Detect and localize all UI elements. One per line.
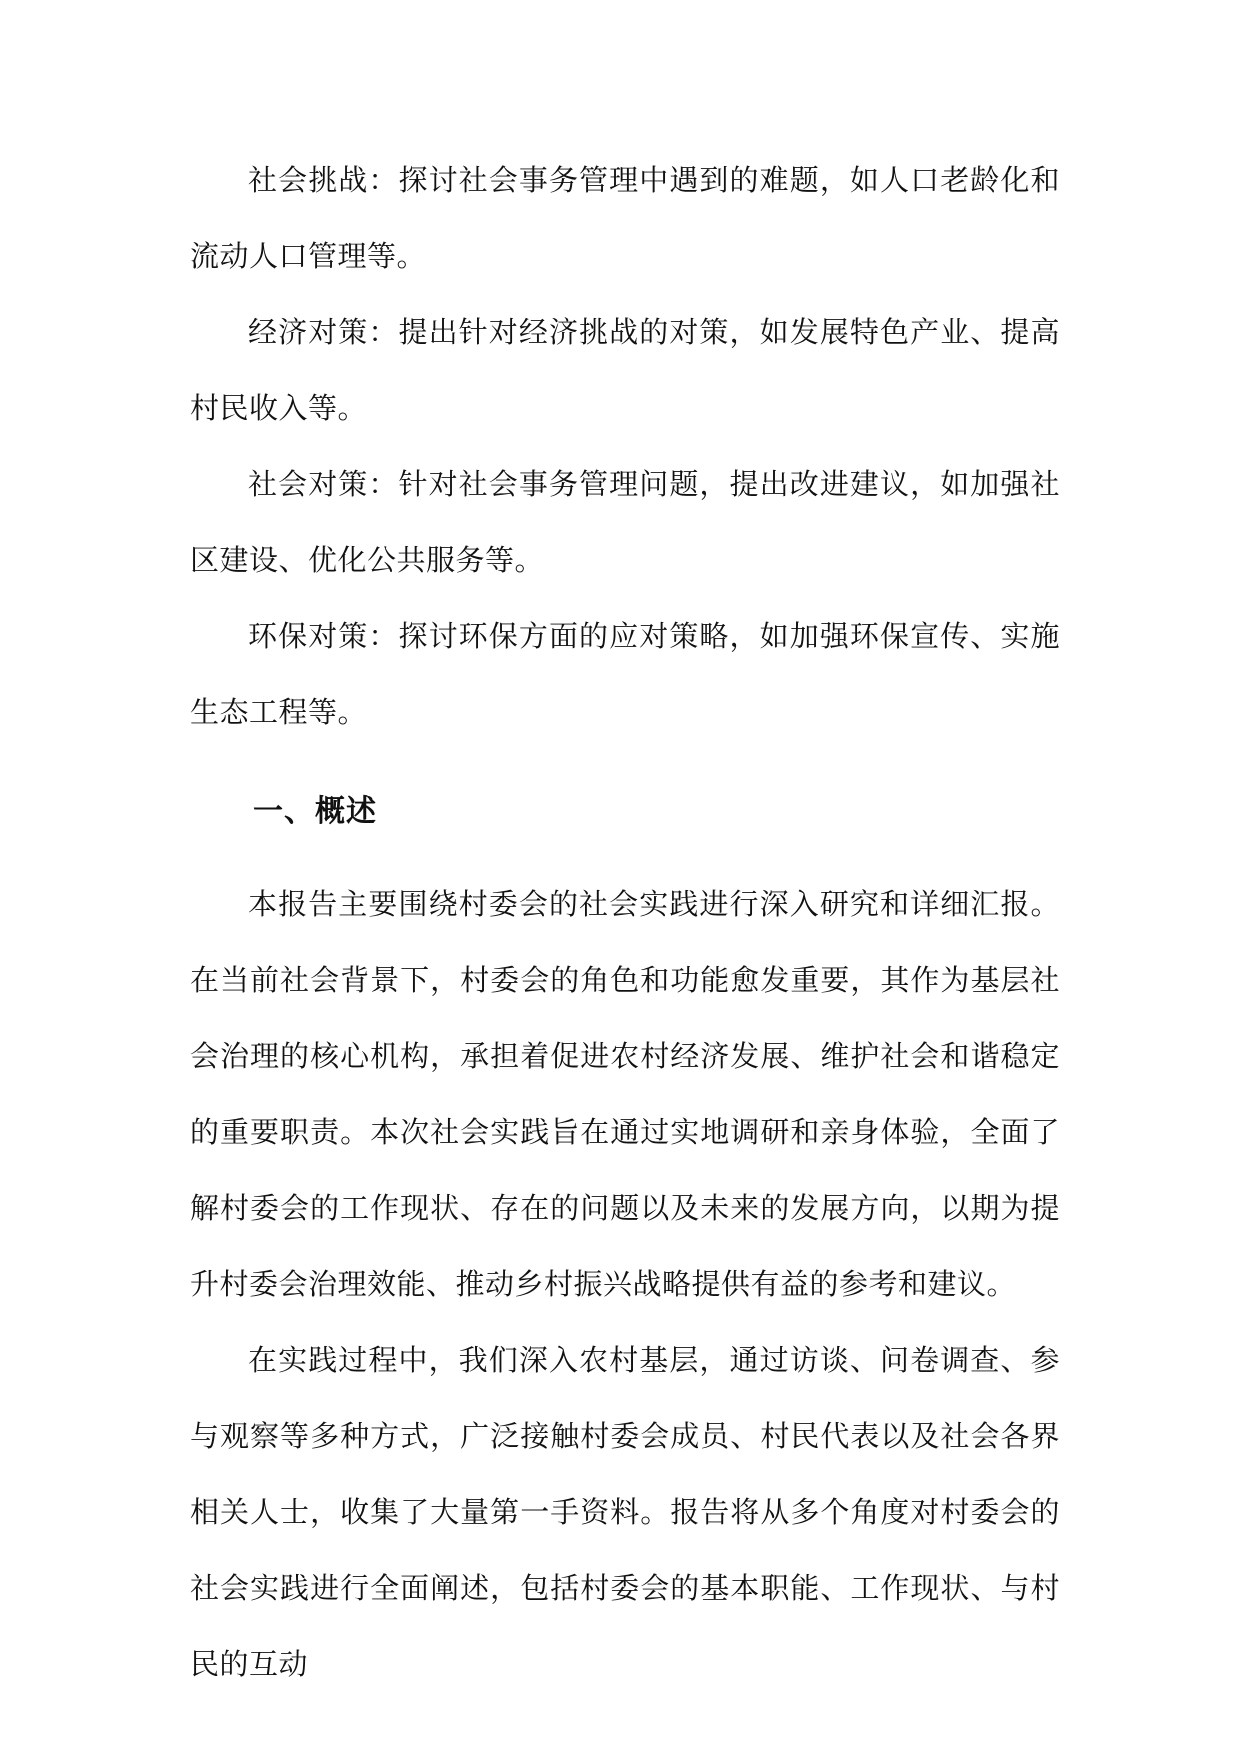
- document-body: [190, 142, 1060, 1702]
- section-heading-overview: 一、概述: [253, 794, 377, 829]
- paragraph-overview-intro: 本报告主要围绕村委会的社会实践进行深入研究和详细汇报。在当前社会背景下，村委会的角色和功能愈发重要，其作为基层社会治理的核心机构，承担着促进农村经济发展、维护社会和谐稳定的重要职责。本次社会实践旨在通过实地调研和亲身体验，全面了解村委会的工作现状、存在的问题以及未来的发展方向，以期为提升村委会治理效能、推动乡村振兴战略提供有益的参考和建议。: [190, 887, 1060, 1301]
- paragraph-social-challenge: 社会挑战：探讨社会事务管理中遇到的难题，如人口老龄化和流动人口管理等。: [190, 163, 1060, 273]
- paragraph-economic-measures: 经济对策：提出针对经济挑战的对策，如发展特色产业、提高村民收入等。: [190, 315, 1060, 425]
- paragraph-environmental-measures: 环保对策：探讨环保方面的应对策略，如加强环保宣传、实施生态工程等。: [190, 619, 1060, 729]
- paragraph-social-measures: 社会对策：针对社会事务管理问题，提出改进建议，如加强社区建设、优化公共服务等。: [190, 467, 1060, 577]
- paragraph-overview-method: 在实践过程中，我们深入农村基层，通过访谈、问卷调查、参与观察等多种方式，广泛接触村委会成员、村民代表以及社会各界相关人士，收集了大量第一手资料。报告将从多个角度对村委会的社会实践进行全面阐述，包括村委会的基本职能、工作现状、与村民的互动: [190, 1343, 1060, 1681]
